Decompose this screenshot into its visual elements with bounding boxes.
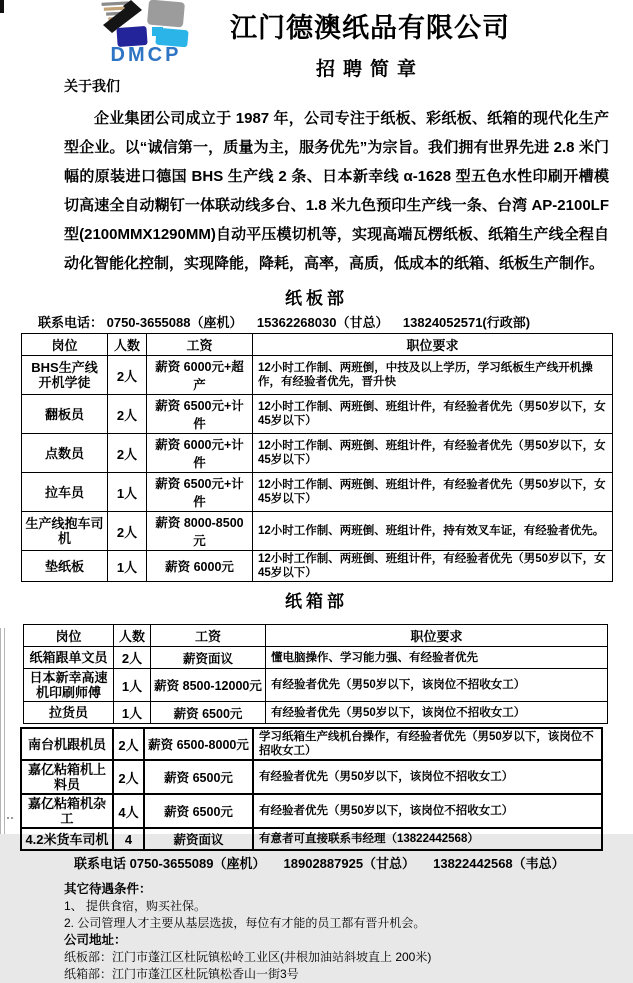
headcount-cell: 2人: [113, 760, 144, 794]
benefit-item: 2. 公司管理人才主要从基层选拔，每位有才能的员工都有晋升机会。: [64, 916, 426, 930]
header: [0, 0, 633, 80]
salary-cell: 薪资 6000元+计件: [147, 434, 253, 473]
box-dept-jobs-table-lower: [20, 727, 603, 851]
headcount-cell: 2人: [114, 647, 151, 669]
table-row: [24, 647, 608, 669]
job-title-cell: 嘉亿粘箱机杂工: [21, 794, 113, 828]
headcount-cell: 2人: [108, 356, 147, 395]
column-header-position: 岗位: [22, 334, 108, 356]
table-row: [21, 794, 602, 828]
company-logo: [95, 0, 197, 64]
job-title-cell: 翻板员: [22, 395, 108, 434]
headcount-cell: 2人: [113, 728, 144, 760]
salary-cell: 薪资 6500元+计件: [147, 473, 253, 512]
table-row: [24, 702, 608, 724]
table-row: [21, 760, 602, 794]
column-header-requirements: 职位要求: [253, 334, 613, 356]
salary-cell: 薪资 6000元: [147, 551, 253, 582]
table-row: [22, 395, 613, 434]
job-title-cell: 南台机跟机员: [21, 728, 113, 760]
about-paragraph: 企业集团公司成立于 1987 年，公司专注于纸板、彩纸板、纸箱的现代化生产型企业。以“诚信第一，质量为主，服务优先”为宗旨。我们拥有世界先进 2.8 米门幅的原装进口德国 BHS 生产线 2 条、日本新幸线 α-1628 型五色水性印刷开槽模切高速全自动糊钉一体联动线多台、1.8 米九色预印生产线一条、台湾 AP-2100LF 型(2100MMX1290MM)自动平压模切机等，实现高端瓦楞纸板、纸箱生产线全程自动化智能化控制，实现降能，降耗，高率，高质，低成本的纸箱、纸板生产制作。: [64, 110, 609, 272]
job-title-cell: 拉车员: [22, 473, 108, 512]
table-row: [24, 669, 608, 702]
salary-cell: 薪资 6500元: [151, 702, 266, 724]
table-row: [21, 728, 602, 760]
column-header-headcount: 人数: [108, 334, 147, 356]
requirements-cell: 12小时工作制、两班倒、班组计件，持有效叉车证，有经验者优先。: [253, 512, 613, 551]
requirements-cell: 有意者可直接联系韦经理（13822442568）: [253, 828, 602, 850]
headcount-cell: 2人: [108, 395, 147, 434]
footer: [64, 881, 633, 983]
headcount-cell: 1人: [114, 702, 151, 724]
salary-cell: 薪资面议: [144, 828, 253, 850]
job-title-cell: 拉货员: [24, 702, 114, 724]
requirements-cell: 有经验者优先（男50岁以下，该岗位不招收女工）: [253, 760, 602, 794]
headcount-cell: 2人: [108, 434, 147, 473]
company-name: 江门德澳纸品有限公司: [230, 13, 510, 43]
table-row: [22, 551, 613, 582]
salary-cell: 薪资 6500元: [144, 760, 253, 794]
headcount-cell: 2人: [108, 512, 147, 551]
table-row: [22, 512, 613, 551]
headcount-cell: 4: [113, 828, 144, 850]
salary-cell: 薪资 6500元: [144, 794, 253, 828]
headcount-cell: 1人: [108, 473, 147, 512]
column-header-salary: 工资: [151, 625, 266, 647]
requirements-cell: 12小时工作制、两班倒、班组计件，有经验者优先（男50岁以下，女45岁以下）: [253, 473, 613, 512]
about-heading: 关于我们: [64, 78, 120, 94]
headcount-cell: 4人: [113, 794, 144, 828]
page-edge-line: [0, 628, 5, 834]
section-heading-box-dept: 纸箱部: [285, 592, 348, 611]
table-row: [22, 473, 613, 512]
salary-cell: 薪资面议: [151, 647, 266, 669]
job-title-cell: 生产线抱车司机: [22, 512, 108, 551]
table-row: [22, 356, 613, 395]
requirements-cell: 12小时工作制、两班倒，中技及以上学历，学习纸板生产线开机操作，有经验者优先，晋升快: [253, 356, 613, 395]
column-header-salary: 工资: [147, 334, 253, 356]
table-header-row: [24, 625, 608, 647]
address-board-dept: 纸板部：江门市蓬江区杜阮镇松岭工业区(井根加油站斜坡直上 200米): [64, 950, 432, 964]
address-heading: 公司地址：: [64, 933, 127, 947]
requirements-cell: 有经验者优先（男50岁以下，该岗位不招收女工）: [266, 669, 608, 702]
salary-cell: 薪资 6000元+超产: [147, 356, 253, 395]
salary-cell: 薪资 6500元+计件: [147, 395, 253, 434]
table-header-row: [22, 334, 613, 356]
job-title-cell: 嘉亿粘箱机上料员: [21, 760, 113, 794]
benefits-heading: 其它待遇条件：: [64, 882, 152, 896]
salary-cell: 薪资 6500-8000元: [144, 728, 253, 760]
doc-title: 招聘简章: [315, 59, 424, 80]
job-title-cell: 纸箱跟单文员: [24, 647, 114, 669]
board-dept-jobs-table: [21, 333, 613, 582]
requirements-cell: 12小时工作制、两班倒、班组计件，有经验者优先（男50岁以下，女45岁以下）: [253, 434, 613, 473]
column-header-requirements: 职位要求: [266, 625, 608, 647]
job-title-cell: 点数员: [22, 434, 108, 473]
box-dept-jobs-table-upper: [23, 624, 608, 724]
box-dept-contact-line: 联系电话 0750-3655089（座机） 18902887925（甘总） 13822442568（韦总）: [74, 856, 565, 871]
requirements-cell: 12小时工作制、两班倒、班组计件，有经验者优先（男50岁以下，女45岁以下）: [253, 395, 613, 434]
requirements-cell: 有经验者优先（男50岁以下，该岗位不招收女工）: [266, 702, 608, 724]
table-row: [21, 828, 602, 850]
job-title-cell: BHS生产线开机学徒: [22, 356, 108, 395]
salary-cell: 薪资 8500-12000元: [151, 669, 266, 702]
table-row: [22, 434, 613, 473]
requirements-cell: 12小时工作制、两班倒、班组计件，有经验者优先（男50岁以下，女45岁以下）: [253, 551, 613, 582]
requirements-cell: 有经验者优先（男50岁以下，该岗位不招收女工）: [253, 794, 602, 828]
job-title-cell: 垫纸板: [22, 551, 108, 582]
column-header-headcount: 人数: [114, 625, 151, 647]
board-dept-contact-line: 联系电话： 0750-3655088（座机） 15362268030（甘总） 13824052571(行政部): [38, 315, 531, 330]
address-box-dept: 纸箱部：江门市蓬江区杜阮镇松香山一街3号: [64, 967, 299, 981]
headcount-cell: 1人: [108, 551, 147, 582]
benefit-item: 1、 提供食宿，购买社保。: [64, 899, 207, 913]
job-title-cell: 日本新幸高速机印刷师傅: [24, 669, 114, 702]
title-block: [170, 0, 570, 81]
headcount-cell: 1人: [114, 669, 151, 702]
requirements-cell: 懂电脑操作、学习能力强、有经验者优先: [266, 647, 608, 669]
paper-logo-icon: [96, 0, 196, 46]
logo-text: DMCP: [110, 44, 182, 66]
requirements-cell: 学习纸箱生产线机台操作，有经验者优先（男50岁以下，该岗位不招收女工）: [253, 728, 602, 760]
screenshot-artifact-dots: [7, 817, 17, 821]
job-title-cell: 4.2米货车司机: [21, 828, 113, 850]
salary-cell: 薪资 8000-8500元: [147, 512, 253, 551]
section-heading-board-dept: 纸板部: [285, 289, 348, 308]
column-header-position: 岗位: [24, 625, 114, 647]
